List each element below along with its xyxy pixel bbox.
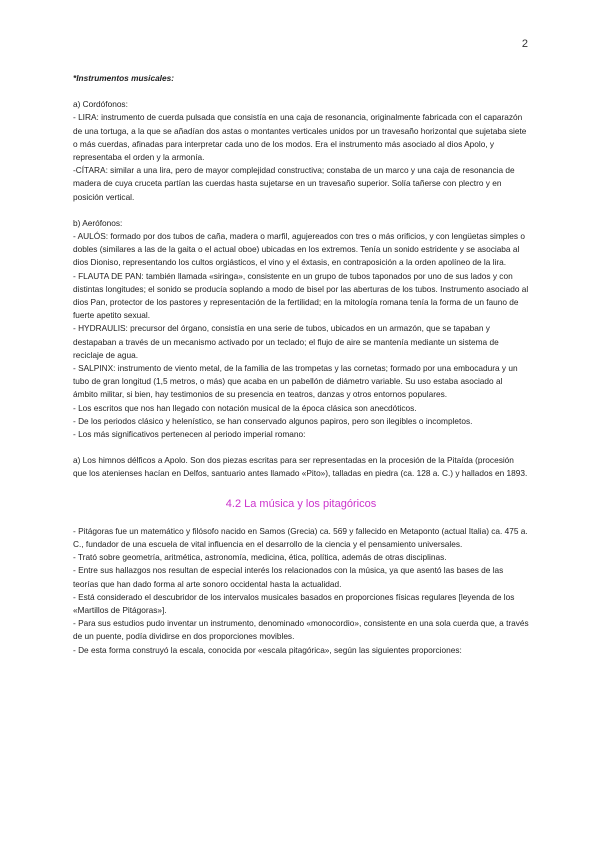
cordofonos-label: a) Cordófonos: bbox=[73, 99, 128, 110]
pitagoras-item: - Entre sus hallazgos nos resultan de especial interés los relacionados con la música, ya que asentó las bases de las teorías que han dado forma al arte sonoro occidental hasta la actualidad. bbox=[73, 565, 504, 589]
section-title: 4.2 La música y los pitagóricos bbox=[225, 497, 377, 510]
paragraph-salpinx: - SALPINX: instrumento de viento metal, de la familia de las trompetas y las cornetas; formado por una embocadura y un tubo de gran longitud (1,5 metros, o más) que acaba en un pabellón de diámetro variable. Su uso estaba asociado al ámbito militar, si bien, hay testimonios de su presencia en teatros, danzas y otros entornos populares. bbox=[73, 363, 518, 400]
aerofonos-label: b) Aerófonos: bbox=[73, 217, 123, 228]
page-content bbox=[73, 72, 529, 657]
paragraph-aulos: - AULÓS: formado por dos tubos de caña, madera o marfil, agujereados con tres o más orificios, y con lengüetas simples o dobles (similares a las de la gaita o el actual oboe) ubicadas en los extremos. Tenía un sonido estridente y se asociaba al dios Dioniso, representando los cultos orgiásticos, el vino y el éxtasis, en contraposición a la orden apolíneo de la lira. bbox=[73, 231, 525, 268]
pitagoras-item: - De esta forma construyó la escala, conocida por «escala pitagórica», según las siguientes proporciones: bbox=[73, 644, 462, 655]
paragraph-flauta-de-pan: - FLAUTA DE PAN: también llamada «siringa», consistente en un grupo de tubos taponados por uno de sus lados y con distintas longitudes; el sonido se producía soplando a modo de bisel por las aberturas de los tubos. Instrumento asociado al dios Pan, protector de los pastores y representación de la fertilidad; en la mitología romana tenía la forma de un fauno de fuerte apetito sexual. bbox=[73, 270, 529, 321]
instruments-heading: *Instrumentos musicales: bbox=[73, 73, 174, 83]
paragraph-hydraulis: - HYDRAULIS: precursor del órgano, consistía en una serie de tubos, ubicados en un armazón, que se tapaban y destapaban a través de un mecanismo activado por un teclado; el flujo de aire se mantenía mediante un sistema de reciclaje de agua. bbox=[73, 323, 499, 360]
note-item: - Los escritos que nos han llegado con notación musical de la época clásica son anecdóticos. bbox=[73, 402, 417, 413]
note-item: - Los más significativos pertenecen al periodo imperial romano: bbox=[73, 429, 306, 440]
paragraph-citara: -CÍTARA: similar a una lira, pero de mayor complejidad constructiva; constaba de un marco y una caja de resonancia de madera de cuya cruceta partían las cuerdas hasta sujetarse en un travesaño superior. Solía tañerse con plectro y en posición vertical. bbox=[73, 165, 515, 202]
page-number: 2 bbox=[521, 38, 528, 50]
note-item: - De los periodos clásico y helenístico, se han conservado algunos papiros, pero son ilegibles o incompletos. bbox=[73, 415, 473, 426]
paragraph-himnos: a) Los himnos délficos a Apolo. Son dos piezas escritas para ser representadas en la procesión de la Pitaída (procesión que los atenienses hacían en Delfos, santuario antes llamado «Pito»), talladas en piedra (ca. 128 a. C.) y hallados en 1893. bbox=[73, 455, 528, 479]
pitagoras-item: - Para sus estudios pudo inventar un instrumento, denominado «monocordio», consistente en una sola cuerda que, a través de un puente, podía dividirse en dos proporciones movibles. bbox=[73, 618, 529, 642]
pitagoras-item: - Pitágoras fue un matemático y filósofo nacido en Samos (Grecia) ca. 569 y fallecido en Metaponto (actual Italia) ca. 475 a. C., fundador de una escuela de vital influencia en el desarrollo de la ciencia y el pensamiento universales. bbox=[73, 525, 528, 549]
paragraph-lira: - LIRA: instrumento de cuerda pulsada que consistía en una caja de resonancia, originalmente fabricada con el caparazón de una tortuga, a la que se añadían dos astas o montantes verticales unidos por un travesaño horizontal que sujetaba siete o más cuerdas, afinadas para interpretar cada uno de los modos. Era el instrumento más asociado al dios Apolo, y representaba el orden y la armonía. bbox=[73, 112, 527, 163]
pitagoras-item: - Está considerado el descubridor de los intervalos musicales basados en proporciones físicas regulares [leyenda de los «Martillos de Pitágoras»]. bbox=[73, 591, 515, 615]
pitagoras-item: - Trató sobre geometría, aritmética, astronomía, medicina, ética, política, además de otras disciplinas. bbox=[73, 552, 447, 563]
